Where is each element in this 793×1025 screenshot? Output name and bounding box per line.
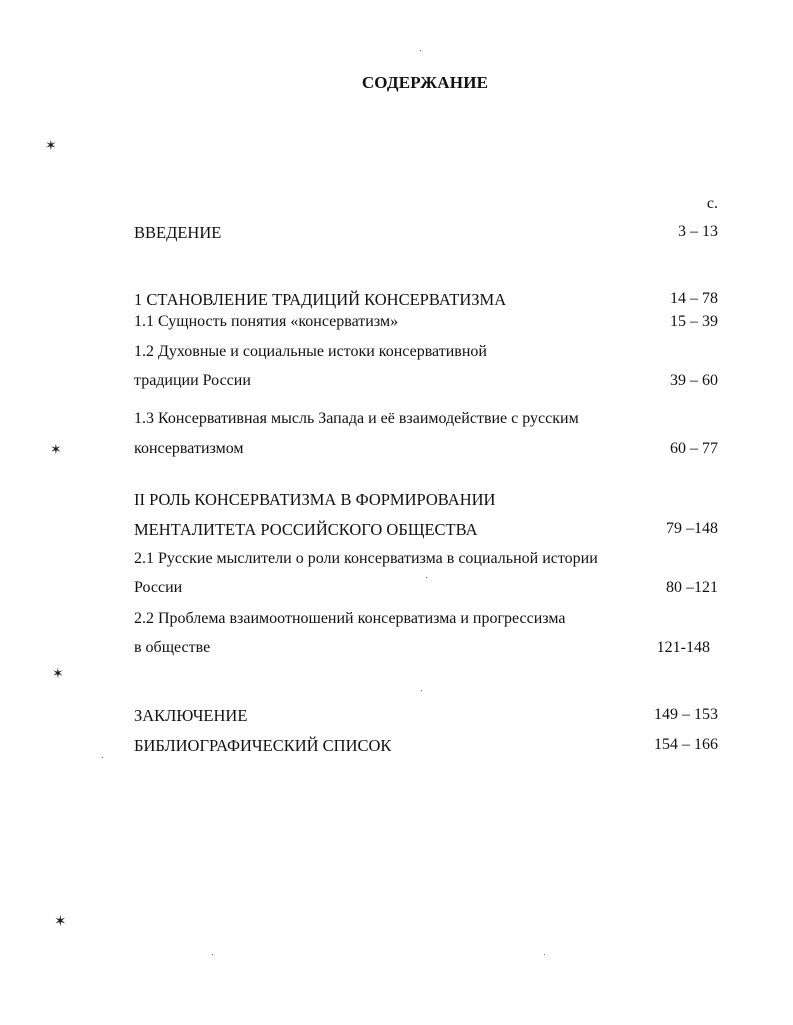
toc-pages-section-1-3: 60 – 77 [670, 440, 718, 457]
toc-entry-section-2-1-line-1: 2.1 Русские мыслители о роли консерватизма в социальной истории [134, 550, 598, 567]
toc-pages-chapter-1: 14 – 78 [670, 290, 718, 307]
toc-entry-conclusion: ЗАКЛЮЧЕНИЕ [134, 706, 248, 725]
toc-entry-chapter-2-line-2: МЕНТАЛИТЕТА РОССИЙСКОГО ОБЩЕСТВА [134, 520, 478, 539]
toc-entry-bibliography: БИБЛИОГРАФИЧЕСКИЙ СПИСОК [134, 736, 392, 755]
scan-speck: ✶ [52, 667, 64, 682]
scan-dot [544, 954, 545, 955]
toc-entry-section-2-2-line-1: 2.2 Проблема взаимоотношений консерватизма и прогрессизма [134, 610, 566, 627]
toc-entry-section-1-3-line-1: 1.3 Консервативная мысль Запада и её взаимодействие с русским [134, 410, 579, 427]
toc-pages-bibliography: 154 – 166 [654, 736, 718, 753]
toc-entry-section-1-1: 1.1 Сущность понятия «консерватизм» [134, 313, 399, 330]
scan-dot [421, 690, 422, 691]
toc-pages-section-2-1: 80 –121 [666, 579, 718, 596]
scan-speck: ✶ [45, 139, 57, 154]
page-column-label: с. [706, 195, 718, 212]
scan-speck: ✶ [50, 443, 62, 458]
toc-pages-conclusion: 149 – 153 [654, 706, 718, 723]
toc-pages-section-2-2: 121-148 [656, 639, 710, 656]
toc-entry-section-1-2-line-1: 1.2 Духовные и социальные истоки консервативной [134, 343, 487, 360]
scan-speck: ✶ [54, 914, 67, 930]
toc-entry-section-2-2-line-2: в обществе [134, 639, 211, 656]
toc-pages-section-1-1: 15 – 39 [670, 313, 718, 330]
toc-entry-section-1-2-line-2: традиции России [134, 372, 251, 389]
toc-entry-chapter-2-line-1: II РОЛЬ КОНСЕРВАТИЗМА В ФОРМИРОВАНИИ [134, 490, 496, 509]
toc-entry-section-2-1-line-2: России [134, 579, 183, 596]
toc-entry-chapter-1: 1 СТАНОВЛЕНИЕ ТРАДИЦИЙ КОНСЕРВАТИЗМА [134, 290, 507, 309]
toc-pages-section-1-2: 39 – 60 [670, 372, 718, 389]
scan-dot [426, 577, 427, 578]
page-title: СОДЕРЖАНИЕ [361, 73, 489, 92]
scan-dot [420, 50, 421, 51]
toc-entry-section-1-3-line-2: консерватизмом [134, 440, 244, 457]
scan-dot [212, 954, 213, 955]
toc-pages-chapter-2: 79 –148 [666, 520, 718, 537]
toc-entry-introduction: ВВЕДЕНИЕ [134, 223, 222, 242]
scan-dot [102, 757, 103, 758]
toc-pages-introduction: 3 – 13 [678, 223, 718, 240]
